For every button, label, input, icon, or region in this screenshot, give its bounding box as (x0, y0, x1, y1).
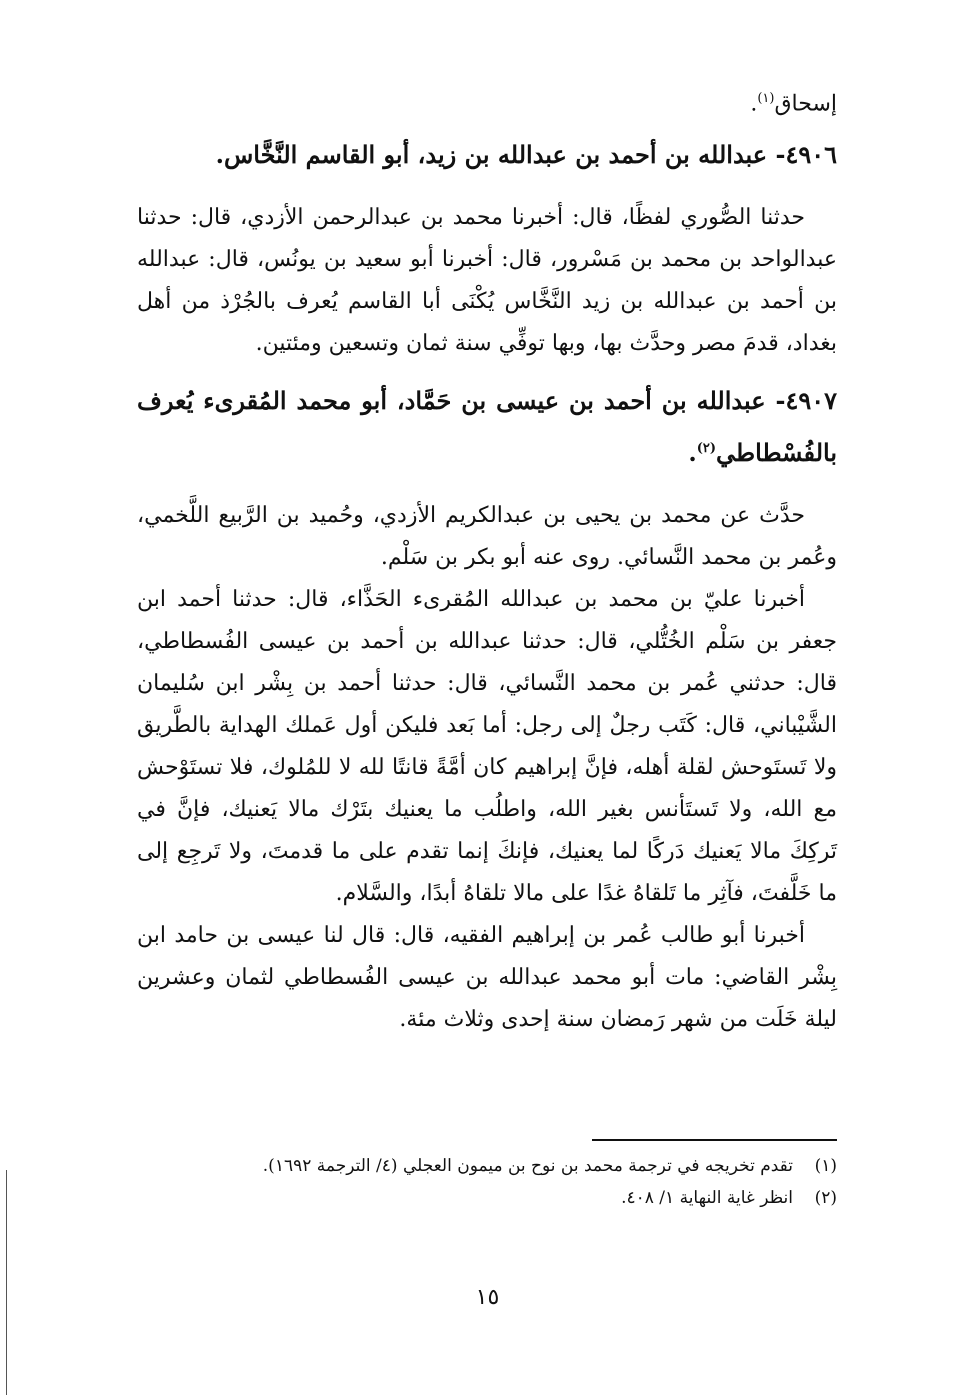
footnote-ref-2[interactable]: (٢) (696, 441, 717, 457)
continuation-text: إسحاق (774, 91, 837, 117)
footnote-1-number: (١) (814, 1156, 837, 1176)
footnote-separator (592, 1139, 837, 1141)
entry-4907-paragraph-2: أخبرنا عليّ بن محمد بن عبدالله المُقرىء الحَذَّاء، قال: حدثنا أحمد ابن جعفر بن سَلْم الخُتُّلي، قال: حدثنا عبدالله بن أحمد بن عيسى الفُسطاطي، قال: حدثني عُمر بن محمد النَّسائي، قال: حدثنا أحمد بن بِشْر ابن سُليمان الشَّيْباني، قال: كَتَب رجلٌ إلى رجل: أما بَعد فليكن أول عَملك الهداية بالطَّريق ولا تَستَوحش لقلة أهله، فإنَّ إبراهيم كان أمَّةً قانتًا لله لا للمُلوك، فلا تستَوْحش مع الله، ولا تَستَأنس بغير الله، واطلُب ما يعنيك بتَرْك مالا يَعنيك، فإنَّ في تَركِكَ مالا يَعنيك دَركًا لما يعنيك، فإنكَ إنما تقدم على ما قدمتَ، ولا تَرجِع إلى ما خَلَّفتَ، فآثِر ما تَلقاهُ غدًا على مالا تلقاهُ أبدًا، والسَّلام. (137, 587, 837, 907)
continuation-line (137, 78, 837, 125)
continuation-end: . (750, 91, 758, 117)
entry-4907-heading-end: . (688, 438, 697, 468)
entry-4907-heading (137, 377, 837, 477)
spacer (137, 365, 837, 371)
main-text (137, 78, 837, 1041)
footnotes (137, 1150, 837, 1214)
scan-edge-line (6, 1170, 7, 1395)
footnote-2-number: (٢) (814, 1188, 837, 1208)
page-number: ١٥ (475, 1285, 500, 1310)
footnote-2-text: انظر غاية النهاية ١/ ٤٠٨. (621, 1188, 793, 1208)
entry-4907-paragraph-1: حدَّث عن محمد بن يحيى بن عبدالكريم الأزدي، وحُميد بن الرَّبيع اللَّخمي، وعُمر بن محمد النَّسائي. روى عنه أبو بكر بن سَلْم. (137, 503, 837, 571)
footnote-1 (137, 1150, 837, 1182)
entry-4907-heading-text: ٤٩٠٧- عبدالله بن أحمد بن عيسى بن حَمَّاد، أبو محمد المُقرىء يُعرف بالفُسْطاطي (137, 386, 837, 468)
entry-4906-body: حدثنا الصُّوري لفظًا، قال: أخبرنا محمد بن عبدالرحمن الأزدي، قال: حدثنا عبدالواحد بن محمد بن مَسْرور، قال: أخبرنا أبو سعيد بن يونُس، قال: عبدالله بن أحمد بن عبدالله بن زيد النَّخَّاس يُكْنَى أبا القاسم يُعرف بالجُرْذ من أهل بغداد، قدمَ مصر وحدَّث بها، وبها توفِّي سنة ثمان وتسعين ومئتين. (137, 205, 837, 357)
entry-4907-paragraph-3: أخبرنا أبو طالب عُمر بن إبراهيم الفقيه، قال: قال لنا عيسى بن حامد ابن بِشْر القاضي: مات أبو محمد عبدالله بن عيسى الفُسطاطي لثمان وعشرين ليلة خَلَت من شهر رَمضان سنة إحدى وثلاث مئة. (137, 923, 837, 1033)
footnote-2 (137, 1182, 837, 1214)
footnote-1-text: تقدم تخريجه في ترجمة محمد بن نوح بن ميمون العجلي (٤/ الترجمة ١٦٩٢). (262, 1156, 793, 1176)
entry-4906-heading: ٤٩٠٦- عبدالله بن أحمد بن عبدالله بن زيد، أبو القاسم النَّخَّاس. (215, 140, 837, 170)
footnote-ref-1[interactable]: (١) (757, 91, 775, 106)
